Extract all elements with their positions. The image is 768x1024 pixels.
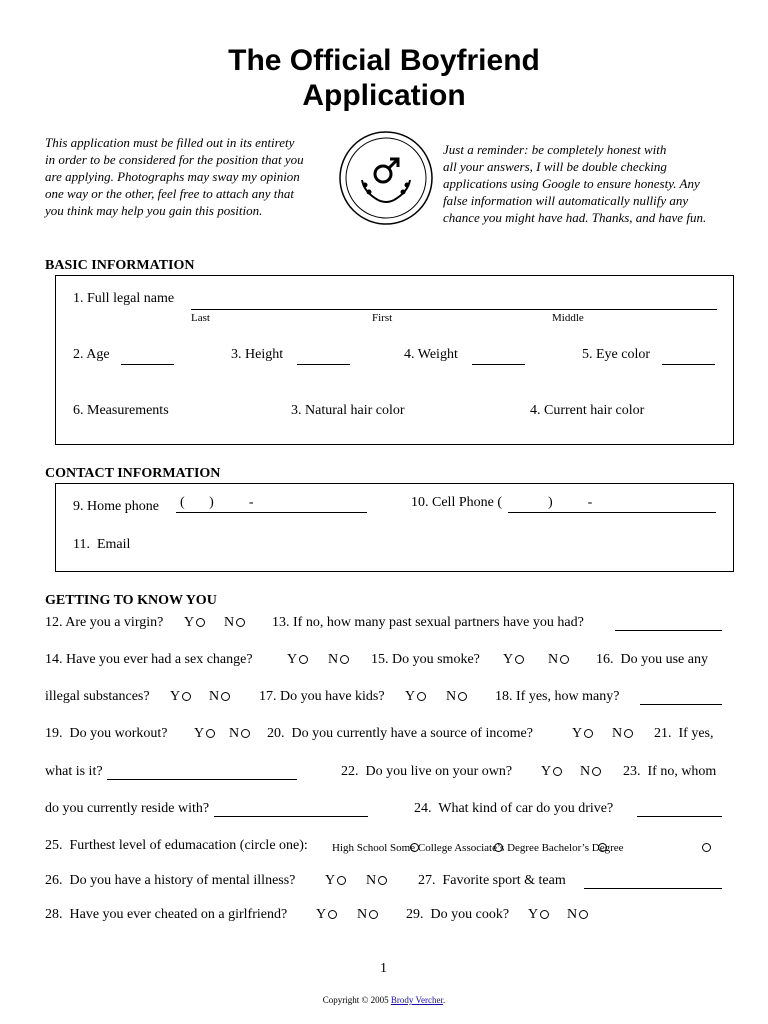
radio-icon [328, 910, 337, 919]
eye-color-line[interactable] [662, 364, 715, 365]
q29-label: 29. Do you cook? [406, 907, 510, 922]
q26-yes[interactable]: Y [325, 873, 346, 889]
q13-label: 13. If no, how many past sexual partners have you had? [272, 615, 584, 630]
full-name-label: 1. Full legal name [73, 291, 175, 306]
q23b-label: do you currently reside with? [45, 801, 210, 816]
q25-options: High School Some College Associate’s Degree Bachelor’s Degree [332, 842, 624, 854]
male-symbol-seal-logo [338, 130, 434, 226]
q15-yes[interactable]: Y [503, 652, 524, 668]
q12-label: 12. Are you a virgin? [45, 615, 164, 630]
q28-no[interactable]: N [357, 907, 378, 923]
q20-yes[interactable]: Y [572, 726, 593, 742]
q14-label: 14. Have you ever had a sex change? [45, 652, 253, 667]
radio-icon [369, 910, 378, 919]
radio-icon [624, 729, 633, 738]
page-title-line2: Application [302, 79, 466, 112]
radio-icon [579, 910, 588, 919]
full-name-line[interactable] [191, 309, 717, 310]
basic-info-heading: BASIC INFORMATION [45, 258, 195, 273]
current-hair-label: 4. Current hair color [530, 403, 645, 418]
last-label: Last [191, 312, 210, 324]
natural-hair-label: 3. Natural hair color [291, 403, 405, 418]
q25-radio-1[interactable] [410, 843, 419, 852]
author-link[interactable]: Brody Vercher [390, 995, 443, 1005]
q16-yes[interactable]: Y [170, 689, 191, 705]
q15-label: 15. Do you smoke? [371, 652, 480, 667]
q27-line[interactable] [584, 888, 722, 889]
home-phone-label: 9. Home phone [73, 499, 159, 514]
q26-no[interactable]: N [366, 873, 387, 889]
q29-no[interactable]: N [567, 907, 588, 923]
q14-no[interactable]: N [328, 652, 349, 668]
contact-info-heading: CONTACT INFORMATION [45, 466, 221, 481]
email-label: 11. Email [73, 537, 131, 552]
getting-to-know-heading: GETTING TO KNOW YOU [45, 593, 217, 608]
q28-label: 28. Have you ever cheated on a girlfriend? [45, 907, 288, 922]
q20-no[interactable]: N [612, 726, 633, 742]
cell-phone-label: 10. Cell Phone ( [411, 495, 502, 510]
radio-icon [592, 767, 601, 776]
height-line[interactable] [297, 364, 350, 365]
radio-icon [337, 876, 346, 885]
q28-yes[interactable]: Y [316, 907, 337, 923]
q17-label: 17. Do you have kids? [259, 689, 385, 704]
q21b-label: what is it? [45, 764, 103, 779]
q19-yes[interactable]: Y [194, 726, 215, 742]
q25-radio-4[interactable] [702, 843, 711, 852]
q16-no[interactable]: N [209, 689, 230, 705]
page-number: 1 [380, 961, 387, 976]
radio-icon [340, 655, 349, 664]
q26-label: 26. Do you have a history of mental illness? [45, 873, 296, 888]
q24-label: 24. What kind of car do you drive? [414, 801, 614, 816]
radio-icon [515, 655, 524, 664]
q21-line[interactable] [107, 779, 297, 780]
home-phone-line[interactable] [176, 512, 367, 513]
copyright: Copyright © 2005 Brody Vercher. [322, 995, 446, 1005]
home-phone-format: ( ) - [180, 495, 254, 510]
q14-yes[interactable]: Y [287, 652, 308, 668]
q19-no[interactable]: N [229, 726, 250, 742]
radio-icon [206, 729, 215, 738]
radio-icon [378, 876, 387, 885]
q12-yes[interactable]: Y [184, 615, 205, 631]
q22-no[interactable]: N [580, 764, 601, 780]
radio-icon [458, 692, 467, 701]
first-label: First [372, 312, 393, 324]
page-title: The Official Boyfriend [228, 44, 540, 77]
q15-no[interactable]: N [548, 652, 569, 668]
eye-color-label: 5. Eye color [582, 347, 651, 362]
q17-yes[interactable]: Y [405, 689, 426, 705]
age-label: 2. Age [73, 347, 110, 362]
age-line[interactable] [121, 364, 174, 365]
q23-line[interactable] [214, 816, 368, 817]
q27-label: 27. Favorite sport & team [418, 873, 566, 888]
radio-icon [196, 618, 205, 627]
weight-label: 4. Weight [404, 347, 458, 362]
measurements-label: 6. Measurements [73, 403, 169, 418]
q22-label: 22. Do you live on your own? [341, 764, 513, 779]
q22-yes[interactable]: Y [541, 764, 562, 780]
q16-label: 16. Do you use any [596, 652, 708, 667]
radio-icon [584, 729, 593, 738]
q13-line[interactable] [615, 630, 722, 631]
radio-icon [560, 655, 569, 664]
cell-phone-format: ) - [548, 495, 593, 510]
radio-icon [417, 692, 426, 701]
q24-line[interactable] [637, 816, 722, 817]
radio-icon [236, 618, 245, 627]
weight-line[interactable] [472, 364, 525, 365]
radio-icon [553, 767, 562, 776]
middle-label: Middle [552, 312, 584, 324]
intro-left: This application must be filled out in its entirety in order to be considered for the position that you are applying. Photographs may sway my opinion one way or the other, feel free to attach any that you think may help you gain this position. [45, 135, 304, 218]
q19-label: 19. Do you workout? [45, 726, 168, 741]
q20-label: 20. Do you currently have a source of income? [267, 726, 533, 741]
q18-label: 18. If yes, how many? [495, 689, 620, 704]
q29-yes[interactable]: Y [528, 907, 549, 923]
q23-label: 23. If no, whom [623, 764, 717, 779]
radio-icon [540, 910, 549, 919]
intro-right: Just a reminder: be completely honest with all your answers, I will be double checking applications using Google to ensure honesty. Any false information will automatically nullify any chance you might have had. Thanks, and have fun. [443, 142, 707, 225]
radio-icon [299, 655, 308, 664]
q25-radio-2[interactable] [494, 843, 503, 852]
radio-icon [221, 692, 230, 701]
q17-no[interactable]: N [446, 689, 467, 705]
q25-radio-3[interactable] [598, 843, 607, 852]
q25-label: 25. Furthest level of edumacation (circle one): [45, 838, 308, 853]
q12-no[interactable]: N [224, 615, 245, 631]
cell-phone-line[interactable] [508, 512, 716, 513]
q21-label: 21. If yes, [654, 726, 714, 741]
height-label: 3. Height [231, 347, 284, 362]
contact-info-box [55, 483, 734, 572]
radio-icon [241, 729, 250, 738]
q16b-label: illegal substances? [45, 689, 150, 704]
radio-icon [182, 692, 191, 701]
q18-line[interactable] [640, 704, 722, 705]
